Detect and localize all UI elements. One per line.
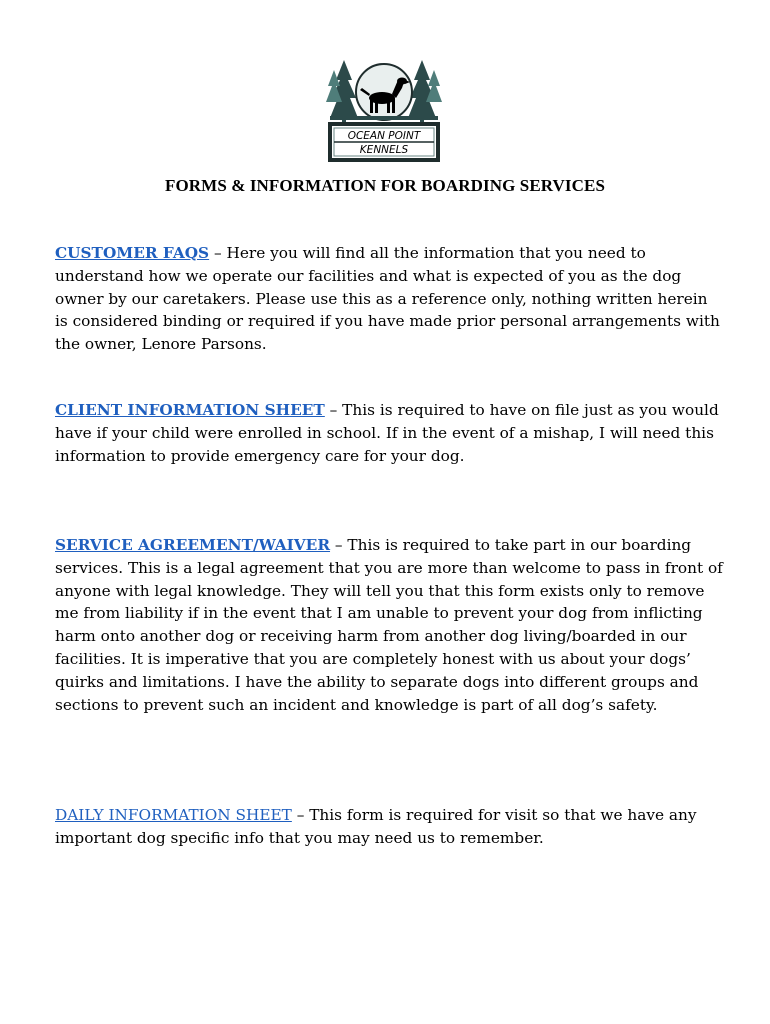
logo-line2: KENNELS xyxy=(359,144,409,156)
customer-faqs-link[interactable]: CUSTOMER FAQS xyxy=(55,244,210,262)
client-information-section xyxy=(55,399,723,467)
client-information-sheet-link[interactable]: CLIENT INFORMATION SHEET xyxy=(55,401,325,419)
ocean-point-kennels-logo xyxy=(326,58,442,164)
client-information-description: – This is required to have on file just as you would have if your child were enrolled in school. If in the event of a mishap, I will need this information to provide emergency care for your dog. xyxy=(55,401,719,465)
daily-information-sheet-link[interactable]: DAILY INFORMATION SHEET xyxy=(55,806,292,824)
daily-information-description: – This form is required for visit so that we have any important dog specific info that you may need us to remember. xyxy=(55,806,697,847)
customer-faqs-section xyxy=(55,242,723,356)
daily-information-section xyxy=(55,804,723,850)
service-agreement-waiver-link[interactable]: SERVICE AGREEMENT/WAIVER xyxy=(55,536,331,554)
logo-line1: OCEAN POINT xyxy=(347,130,421,142)
page-title: FORMS & INFORMATION FOR BOARDING SERVICES xyxy=(164,176,605,195)
service-agreement-description: – This is required to take part in our boarding services. This is a legal agreement that you are more than welcome to pass in front of anyone with legal knowledge. They will tell you that this form exists only to remove me from liability if in the event that I am unable to prevent your dog from inflicting harm onto another dog or receiving harm from another dog living/boarded in our facilities. It is imperative that you are completely honest with us about your dogs’ quirks and limitations. I have the ability to separate dogs into different groups and sections to prevent such an incident and knowledge is part of all dog’s safety. xyxy=(55,536,723,714)
service-agreement-section xyxy=(55,534,723,716)
customer-faqs-description: – Here you will find all the information that you need to understand how we operate our facilities and what is expected of you as the dog owner by our caretakers. Please use this as a reference only, nothing written herein is considered binding or required if you have made prior personal arrangements with the owner, Lenore Parsons. xyxy=(55,244,720,354)
